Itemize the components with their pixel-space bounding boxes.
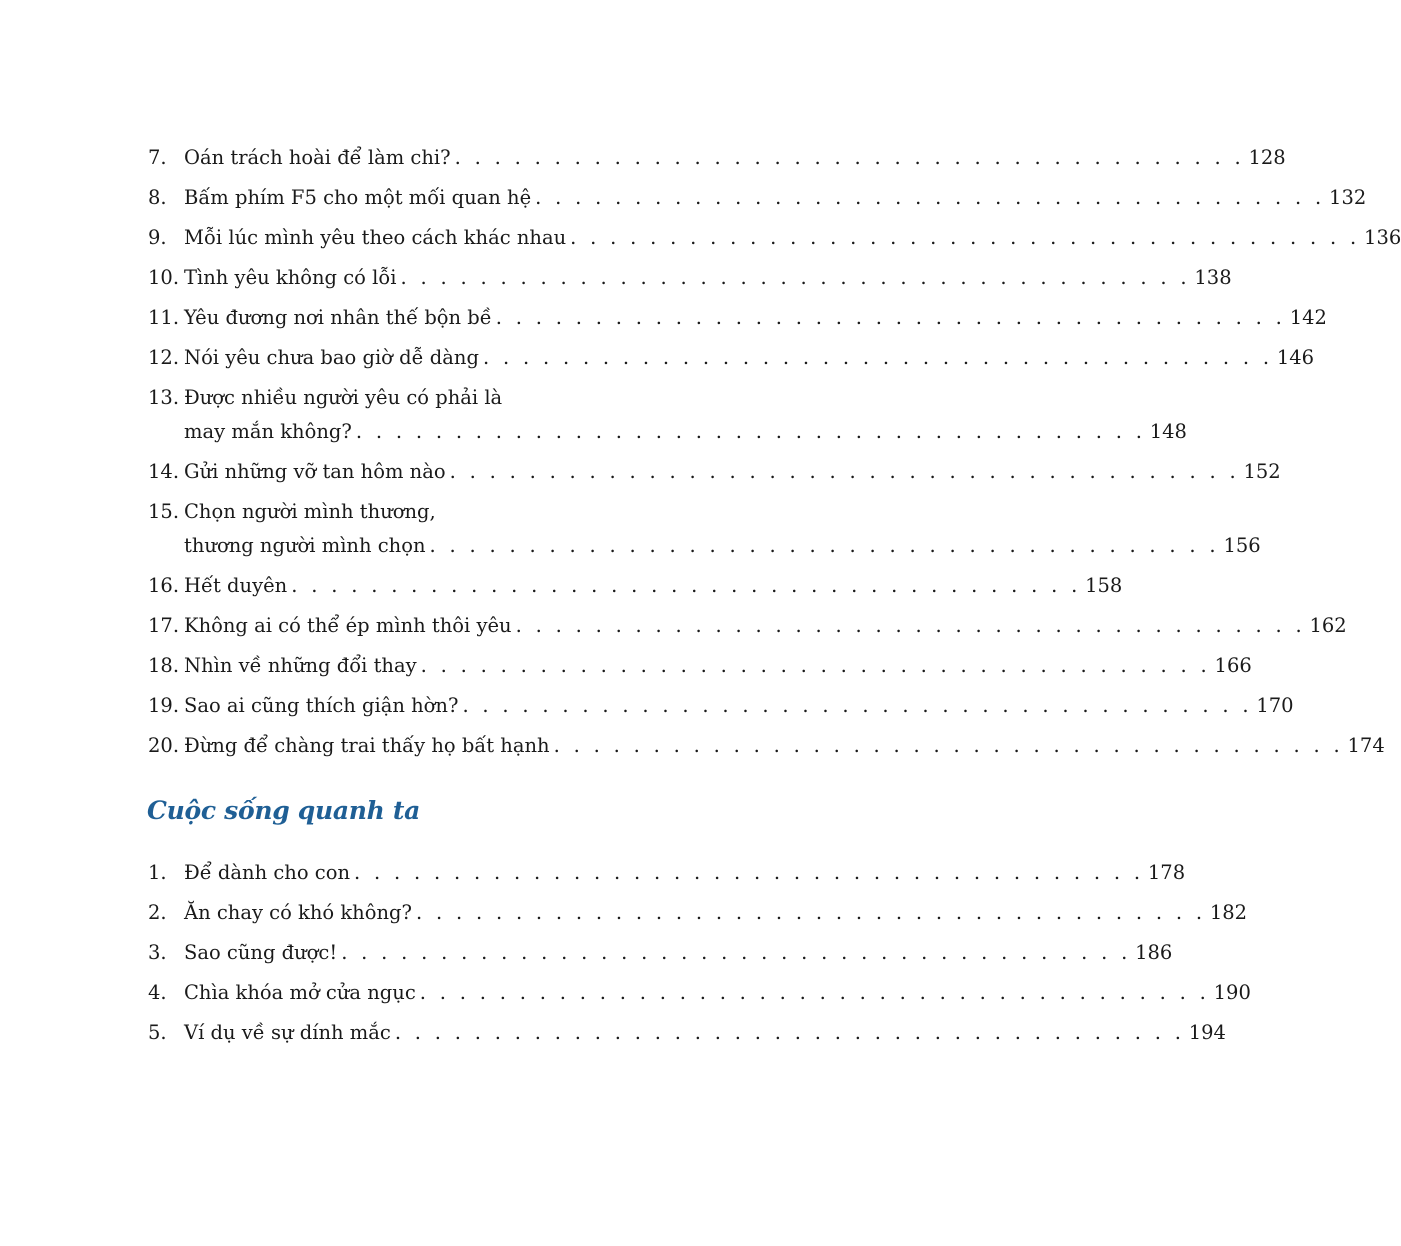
- toc-entry-body: [184, 689, 1294, 723]
- toc-entry-number: 9.: [148, 226, 167, 249]
- toc-entry-number: 7.: [148, 146, 167, 169]
- toc-list-part-2: [148, 856, 1251, 1056]
- toc-entry[interactable]: [148, 896, 1248, 930]
- toc-entry-line: [184, 896, 1248, 930]
- toc-entry-page-number: 132: [1329, 186, 1367, 209]
- toc-entry-page-number: 162: [1309, 614, 1347, 637]
- dot-leader: . . . . . . . . . . . . . . . . . . . . . . . . . . . . . . . . . . . . . . . .: [429, 534, 1220, 557]
- toc-entry[interactable]: [148, 729, 1385, 763]
- toc-entry-body: [184, 569, 1123, 603]
- toc-entry-line: [184, 729, 1385, 763]
- toc-entry-number: 5.: [148, 1021, 167, 1044]
- section-heading: Cuộc sống quanh ta: [147, 796, 421, 825]
- dot-leader: . . . . . . . . . . . . . . . . . . . . . . . . . . . . . . . . . . . . . . . .: [415, 901, 1206, 924]
- toc-entry-line: [184, 856, 1186, 890]
- toc-entry-number: 11.: [148, 306, 180, 329]
- toc-entry-title: Để dành cho con: [184, 861, 350, 884]
- toc-entry-body: [184, 221, 1401, 255]
- toc-entry-title: Được nhiều người yêu có phải là: [184, 386, 503, 409]
- toc-entry-title: Không ai có thể ép mình thôi yêu: [184, 614, 512, 637]
- toc-entry-line: [184, 221, 1401, 255]
- toc-entry-title: Sao cũng được!: [184, 941, 338, 964]
- toc-entry-number: 13.: [148, 386, 180, 409]
- toc-entry[interactable]: [148, 569, 1123, 603]
- toc-entry-line: [184, 569, 1123, 603]
- toc-entry[interactable]: [148, 936, 1173, 970]
- toc-entry[interactable]: [148, 381, 1187, 449]
- toc-entry-body: [184, 856, 1186, 890]
- toc-entry-number: 17.: [148, 614, 180, 637]
- toc-entry-line: [184, 649, 1252, 683]
- toc-entry-title: Ăn chay có khó không?: [184, 901, 412, 924]
- toc-entry-line: [184, 301, 1327, 335]
- toc-entry-title: Oán trách hoài để làm chi?: [184, 146, 451, 169]
- toc-entry-number: 8.: [148, 186, 167, 209]
- toc-entry-page-number: 190: [1213, 981, 1251, 1004]
- dot-leader: . . . . . . . . . . . . . . . . . . . . . . . . . . . . . . . . . . . . . . . .: [454, 146, 1245, 169]
- toc-entry[interactable]: [148, 261, 1232, 295]
- toc-entry-number: 10.: [148, 266, 180, 289]
- toc-entry-page-number: 194: [1188, 1021, 1226, 1044]
- toc-entry[interactable]: [148, 609, 1347, 643]
- toc-entry[interactable]: [148, 689, 1294, 723]
- toc-entry-number: 15.: [148, 500, 180, 523]
- toc-entry-title: may mắn không?: [184, 420, 352, 443]
- toc-entry-number: 4.: [148, 981, 167, 1004]
- dot-leader: . . . . . . . . . . . . . . . . . . . . . . . . . . . . . . . . . . . . . . . .: [553, 734, 1344, 757]
- toc-entry[interactable]: [148, 495, 1261, 563]
- toc-entry-page-number: 138: [1194, 266, 1232, 289]
- toc-entry[interactable]: [148, 341, 1315, 375]
- dot-leader: . . . . . . . . . . . . . . . . . . . . . . . . . . . . . . . . . . . . . . . .: [341, 941, 1132, 964]
- toc-entry-title: Gửi những vỡ tan hôm nào: [184, 460, 446, 483]
- dot-leader: . . . . . . . . . . . . . . . . . . . . . . . . . . . . . . . . . . . . . . . .: [394, 1021, 1185, 1044]
- toc-entry-body: [184, 936, 1173, 970]
- toc-entry-line: [184, 181, 1367, 215]
- toc-entry-body: [184, 495, 1261, 563]
- toc-entry-page-number: 186: [1135, 941, 1173, 964]
- dot-leader: . . . . . . . . . . . . . . . . . . . . . . . . . . . . . . . . . . . . . . . .: [495, 306, 1286, 329]
- toc-entry-title: Sao ai cũng thích giận hờn?: [184, 694, 459, 717]
- toc-entry-number: 1.: [148, 861, 167, 884]
- dot-leader: . . . . . . . . . . . . . . . . . . . . . . . . . . . . . . . . . . . . . . . .: [462, 694, 1253, 717]
- toc-entry-body: [184, 301, 1327, 335]
- toc-entry-body: [184, 261, 1232, 295]
- dot-leader: . . . . . . . . . . . . . . . . . . . . . . . . . . . . . . . . . . . . . . . .: [570, 226, 1361, 249]
- toc-entry-line: [184, 341, 1315, 375]
- toc-entry[interactable]: [148, 221, 1401, 255]
- toc-entry-line: [184, 455, 1281, 489]
- toc-entry-number: 12.: [148, 346, 180, 369]
- dot-leader: . . . . . . . . . . . . . . . . . . . . . . . . . . . . . . . . . . . . . . . .: [420, 654, 1211, 677]
- toc-entry-title: Ví dụ về sự dính mắc: [184, 1021, 391, 1044]
- dot-leader: . . . . . . . . . . . . . . . . . . . . . . . . . . . . . . . . . . . . . . . .: [419, 981, 1210, 1004]
- toc-entry-body: [184, 1016, 1226, 1050]
- toc-entry-page-number: 136: [1364, 226, 1401, 249]
- toc-entry-page-number: 128: [1248, 146, 1286, 169]
- toc-entry-title: Mỗi lúc mình yêu theo cách khác nhau: [184, 226, 567, 249]
- toc-entry-number: 16.: [148, 574, 180, 597]
- toc-entry-number: 3.: [148, 941, 167, 964]
- toc-entry-body: [184, 141, 1286, 175]
- toc-entry-body: [184, 341, 1315, 375]
- toc-entry-line: [184, 1016, 1226, 1050]
- toc-entry-line: [184, 141, 1286, 175]
- dot-leader: . . . . . . . . . . . . . . . . . . . . . . . . . . . . . . . . . . . . . . . .: [515, 614, 1306, 637]
- toc-entry-body: [184, 896, 1248, 930]
- toc-entry-title: Đừng để chàng trai thấy họ bất hạnh: [184, 734, 550, 757]
- toc-entry-body: [184, 649, 1252, 683]
- toc-entry-page-number: 178: [1147, 861, 1186, 884]
- toc-entry-title: Tình yêu không có lỗi: [184, 266, 397, 289]
- dot-leader: . . . . . . . . . . . . . . . . . . . . . . . . . . . . . . . . . . . . . . . .: [535, 186, 1326, 209]
- toc-entry-page-number: 166: [1214, 654, 1252, 677]
- toc-entry[interactable]: [148, 976, 1251, 1010]
- toc-entry-page-number: 174: [1347, 734, 1385, 757]
- toc-entry[interactable]: [148, 649, 1252, 683]
- toc-entry-page-number: 142: [1289, 306, 1327, 329]
- toc-entry-number: 19.: [148, 694, 180, 717]
- toc-entry-title: Chìa khóa mở cửa ngục: [184, 981, 416, 1004]
- dot-leader: . . . . . . . . . . . . . . . . . . . . . . . . . . . . . . . . . . . . . . . .: [355, 420, 1146, 443]
- toc-entry-title: thương người mình chọn: [184, 534, 426, 557]
- toc-entry-number: 14.: [148, 460, 180, 483]
- toc-entry[interactable]: [148, 856, 1186, 890]
- toc-entry-line: [184, 415, 1187, 449]
- toc-entry-body: [184, 181, 1367, 215]
- toc-entry-line: [184, 689, 1294, 723]
- toc-entry-title: Bấm phím F5 cho một mối quan hệ: [184, 186, 532, 209]
- toc-entry-body: [184, 609, 1347, 643]
- toc-entry-page-number: 156: [1223, 534, 1261, 557]
- toc-entry-body: [184, 729, 1385, 763]
- toc-entry-line: [184, 936, 1173, 970]
- toc-entry[interactable]: [148, 455, 1281, 489]
- toc-entry-page-number: 152: [1243, 460, 1281, 483]
- dot-leader: . . . . . . . . . . . . . . . . . . . . . . . . . . . . . . . . . . . . . . . .: [482, 346, 1273, 369]
- toc-entry-title: Nói yêu chưa bao giờ dễ dàng: [184, 346, 479, 369]
- dot-leader: . . . . . . . . . . . . . . . . . . . . . . . . . . . . . . . . . . . . . . . .: [449, 460, 1240, 483]
- toc-entry-line: [184, 261, 1232, 295]
- toc-entry-page-number: 148: [1149, 420, 1187, 443]
- toc-entry[interactable]: [148, 181, 1367, 215]
- toc-list-part-1: [148, 141, 1401, 769]
- dot-leader: . . . . . . . . . . . . . . . . . . . . . . . . . . . . . . . . . . . . . . . .: [354, 861, 1144, 884]
- toc-entry-number: 18.: [148, 654, 180, 677]
- toc-entry-title: Yêu đương nơi nhân thế bộn bề: [184, 306, 492, 329]
- dot-leader: . . . . . . . . . . . . . . . . . . . . . . . . . . . . . . . . . . . . . . . .: [400, 266, 1191, 289]
- toc-entry[interactable]: [148, 141, 1286, 175]
- toc-entry-page-number: 182: [1209, 901, 1248, 924]
- toc-entry-body: [184, 976, 1251, 1010]
- toc-entry-page-number: 158: [1085, 574, 1123, 597]
- toc-entry[interactable]: [148, 301, 1327, 335]
- toc-entry-title: Nhìn về những đổi thay: [184, 654, 417, 677]
- toc-entry-title: Chọn người mình thương,: [184, 500, 436, 523]
- toc-entry-line: [184, 609, 1347, 643]
- toc-entry-title: Hết duyên: [184, 574, 288, 597]
- toc-entry-page-number: 170: [1256, 694, 1294, 717]
- toc-entry-body: [184, 455, 1281, 489]
- toc-entry-line: [184, 381, 638, 415]
- toc-entry-line: [184, 976, 1251, 1010]
- toc-entry-number: 20.: [148, 734, 180, 757]
- toc-entry-line: [184, 529, 1261, 563]
- toc-entry[interactable]: [148, 1016, 1226, 1050]
- toc-entry-number: 2.: [148, 901, 167, 924]
- toc-entry-line: [184, 495, 638, 529]
- toc-entry-page-number: 146: [1276, 346, 1315, 369]
- toc-entry-body: [184, 381, 1187, 449]
- dot-leader: . . . . . . . . . . . . . . . . . . . . . . . . . . . . . . . . . . . . . . . .: [291, 574, 1082, 597]
